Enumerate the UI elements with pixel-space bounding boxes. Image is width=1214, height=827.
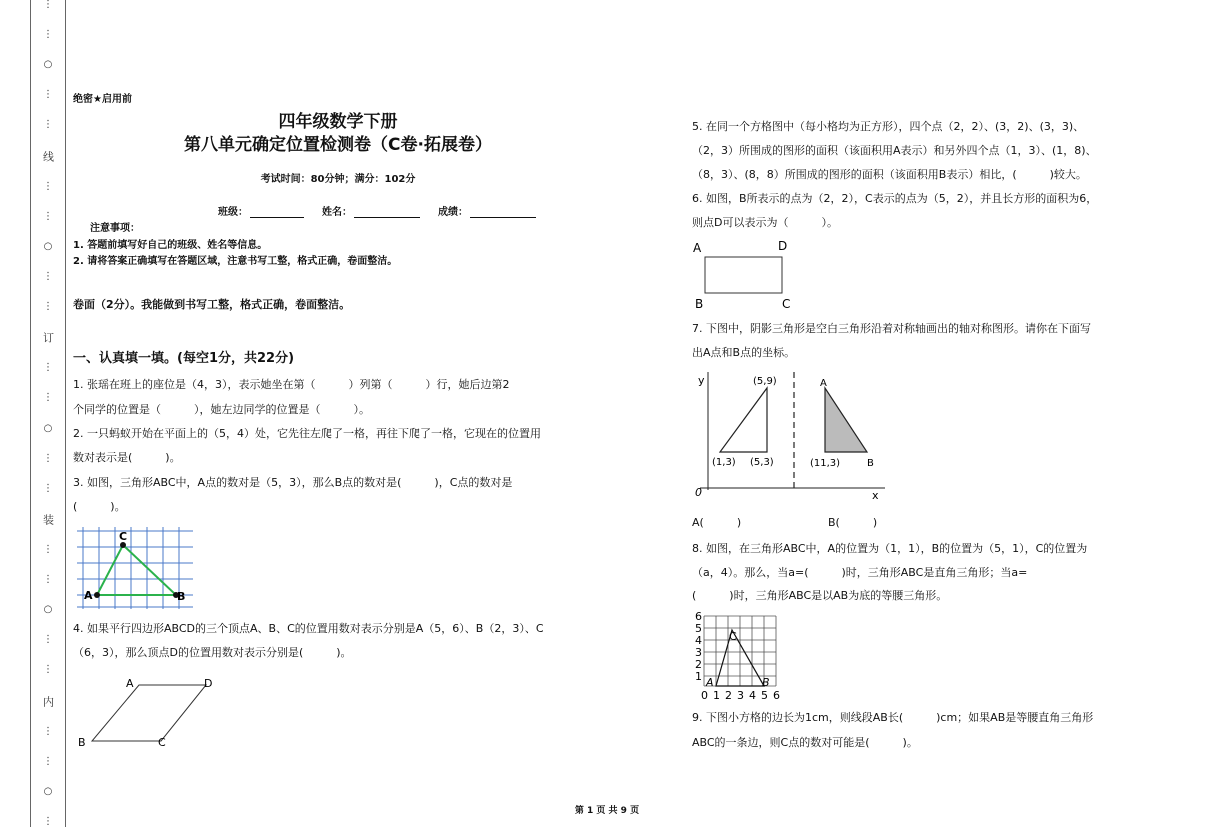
fig8-y-tick: 3 (695, 646, 702, 659)
figure-q3-triangle (73, 525, 198, 610)
question-8-line1: 8. 如图，在三角形ABC中，A的位置为（1，1），B的位置为（5，1），C的位置为 (692, 542, 1088, 555)
fig8-x-tick: 3 (737, 689, 744, 702)
section-heading: 一、认真填一填。(每空1分，共22分) (73, 351, 295, 366)
figure-q6-rectangle (690, 238, 800, 314)
question-4-line2: （6，3），那么顶点D的位置用数对表示分别是( )。 (73, 646, 352, 659)
binding-label-zhuang: 装 (41, 513, 55, 525)
fig7-label-b: B (867, 458, 874, 469)
question-3-line1: 3. 如图，三角形ABC中，A点的数对是（5，3），那么B点的数对是( )，C点的数对是 (73, 476, 513, 489)
question-7-line1: 7. 下图中，阴影三角形是空白三角形沿着对称轴画出的轴对称图形。请你在下面写 (692, 322, 1091, 335)
fig6-label-b: B (695, 297, 704, 311)
fig4-label-c: C (158, 736, 166, 749)
figure-q7-symmetry (690, 366, 890, 504)
fig4-label-a: A (126, 677, 134, 690)
question-8-line3: ( )时，三角形ABC是以AB为底的等腰三角形。 (692, 589, 948, 602)
question-3-line2: ( )。 (73, 500, 126, 513)
fig3-label-c: C (119, 530, 128, 543)
fig7-label-a: A (820, 378, 827, 389)
exam-info: 考试时间：80分钟；满分：102分 (260, 174, 416, 185)
fig7-label-x: x (872, 489, 879, 502)
fig8-y-tick: 2 (695, 658, 702, 671)
fig8-y-ticks (695, 610, 702, 683)
binding-dots: ⋮ ⋮ ○ ⋮ ⋮ 线 ⋮ ⋮ ○ ⋮ ⋮ 订 ⋮ ⋮ ○ ⋮ ⋮ 装 ⋮ ⋮ ○ ⋮ ⋮ 内 ⋮ ⋮ ○ ⋮ (41, 0, 55, 827)
question-2-line2: 数对表示是( )。 (73, 451, 181, 464)
question-5-line3: （8，3）、(8，8）所围成的图形的面积（该面积用B表示）相比，( )较大。 (692, 168, 1087, 181)
fig8-y-tick: 4 (695, 634, 702, 647)
fig3-point-a (94, 592, 100, 598)
fig6-label-d: D (778, 239, 788, 253)
fig6-label-c: C (782, 297, 791, 311)
fig7-blank-triangle (720, 388, 767, 452)
confidential-mark: 绝密★启用前 (73, 94, 132, 105)
binding-margin (30, 0, 66, 827)
class-label: 班级： (218, 207, 248, 218)
question-4-line1: 4. 如果平行四边形ABCD的三个顶点A、B、C的位置用数对表示分别是A（5，6）、B（2，3）、C (73, 622, 544, 635)
score-field[interactable] (470, 207, 536, 218)
score-label: 成绩： (438, 207, 468, 218)
note-item: 1. 答题前填写好自己的班级、姓名等信息。 (73, 240, 268, 251)
notes-title: 注意事项： (90, 223, 140, 234)
binding-label-xian: 线 (41, 150, 55, 162)
fig8-x-tick: 5 (761, 689, 768, 702)
page-number: 第 1 页 共 9 页 (574, 806, 640, 816)
fig8-y-tick: 5 (695, 622, 702, 635)
question-9-line1: 9. 下图小方格的边长为1cm，则线段AB长( )cm；如果AB是等腰直角三角形 (692, 711, 1094, 724)
binding-label-nei: 内 (41, 695, 55, 707)
fig3-label-a: A (84, 589, 93, 602)
fig8-x-tick: 4 (749, 689, 756, 702)
name-field[interactable] (354, 207, 420, 218)
page-subtitle: 第八单元确定位置检测卷（C卷·拓展卷） (184, 135, 492, 155)
fig7-shaded-triangle (825, 388, 867, 452)
fig8-x-tick: 6 (773, 689, 780, 702)
fig8-label-a: A (706, 676, 714, 689)
question-2-line1: 2. 一只蚂蚁开始在平面上的（5，4）处，它先往左爬了一格，再往下爬了一格，它现在的位置用 (73, 427, 541, 440)
question-8-line2: （a，4）。那么，当a=( )时，三角形ABC是直角三角形；当a= (692, 566, 1028, 579)
fig8-x-ticks (701, 689, 780, 702)
note-item: 2. 请将答案正确填写在答题区域，注意书写工整，格式正确，卷面整洁。 (73, 256, 398, 267)
class-field[interactable] (250, 207, 304, 218)
figure-q8-grid-triangle (692, 610, 787, 704)
fig8-x-tick: 2 (725, 689, 732, 702)
fig7-label-origin: 0 (695, 486, 702, 499)
question-5-line1: 5. 在同一个方格图中（每小格均为正方形），四个点（2，2）、(3，2)、(3，3)、 (692, 120, 1085, 133)
fig8-label-c: C (729, 630, 737, 643)
fig4-label-b: B (78, 736, 86, 749)
neatness-note: 卷面（2分）。我能做到书写工整，格式正确，卷面整洁。 (73, 298, 351, 311)
fig8-x-tick: 0 (701, 689, 708, 702)
question-7-line2: 出A点和B点的坐标。 (692, 346, 796, 359)
fig7-label-y: y (698, 374, 705, 387)
fig6-label-a: A (693, 241, 702, 255)
fig4-parallelogram (92, 685, 206, 741)
fig8-y-tick: 1 (695, 670, 702, 683)
fig7-label-5-9: (5,9) (753, 376, 777, 387)
fig8-x-tick: 1 (713, 689, 720, 702)
figure-q4-parallelogram (76, 673, 221, 751)
page-title: 四年级数学下册 (278, 112, 398, 132)
question-7-answer-a: A( ) (692, 516, 742, 529)
name-label: 姓名： (322, 207, 352, 218)
fig8-label-b: B (762, 676, 770, 689)
binding-label-ding: 订 (41, 332, 55, 344)
fig7-label-11-3: (11,3) (810, 458, 841, 469)
question-6-line1: 6. 如图，B所表示的点为（2，2），C表示的点为（5，2），并且长方形的面积为6， (692, 192, 1098, 205)
question-6-line2: 则点D可以表示为（ ）。 (692, 216, 838, 229)
question-7-answer-b: B( ) (828, 516, 878, 529)
question-1-line1: 1. 张瑶在班上的座位是（4，3），表示她坐在第（ ）列第（ ）行，她后边第2 (73, 378, 510, 391)
question-5-line2: （2，3）所围成的图形的面积（该面积用A表示）和另外四个点（1，3）、(1，8)、 (692, 144, 1097, 157)
fig6-rectangle (705, 257, 782, 293)
question-1-line2: 个同学的位置是（ ），她左边同学的位置是（ ）。 (73, 403, 370, 416)
question-9-line2: ABC的一条边，则C点的数对可能是( )。 (692, 736, 918, 749)
fig8-y-tick: 6 (695, 610, 702, 623)
fig4-label-d: D (204, 677, 213, 690)
fig7-label-1-3: (1,3) (712, 457, 736, 468)
fig3-label-b: B (177, 590, 186, 603)
fig3-triangle (97, 545, 176, 595)
student-info-fields (218, 203, 554, 218)
fig7-label-5-3: (5,3) (750, 457, 774, 468)
